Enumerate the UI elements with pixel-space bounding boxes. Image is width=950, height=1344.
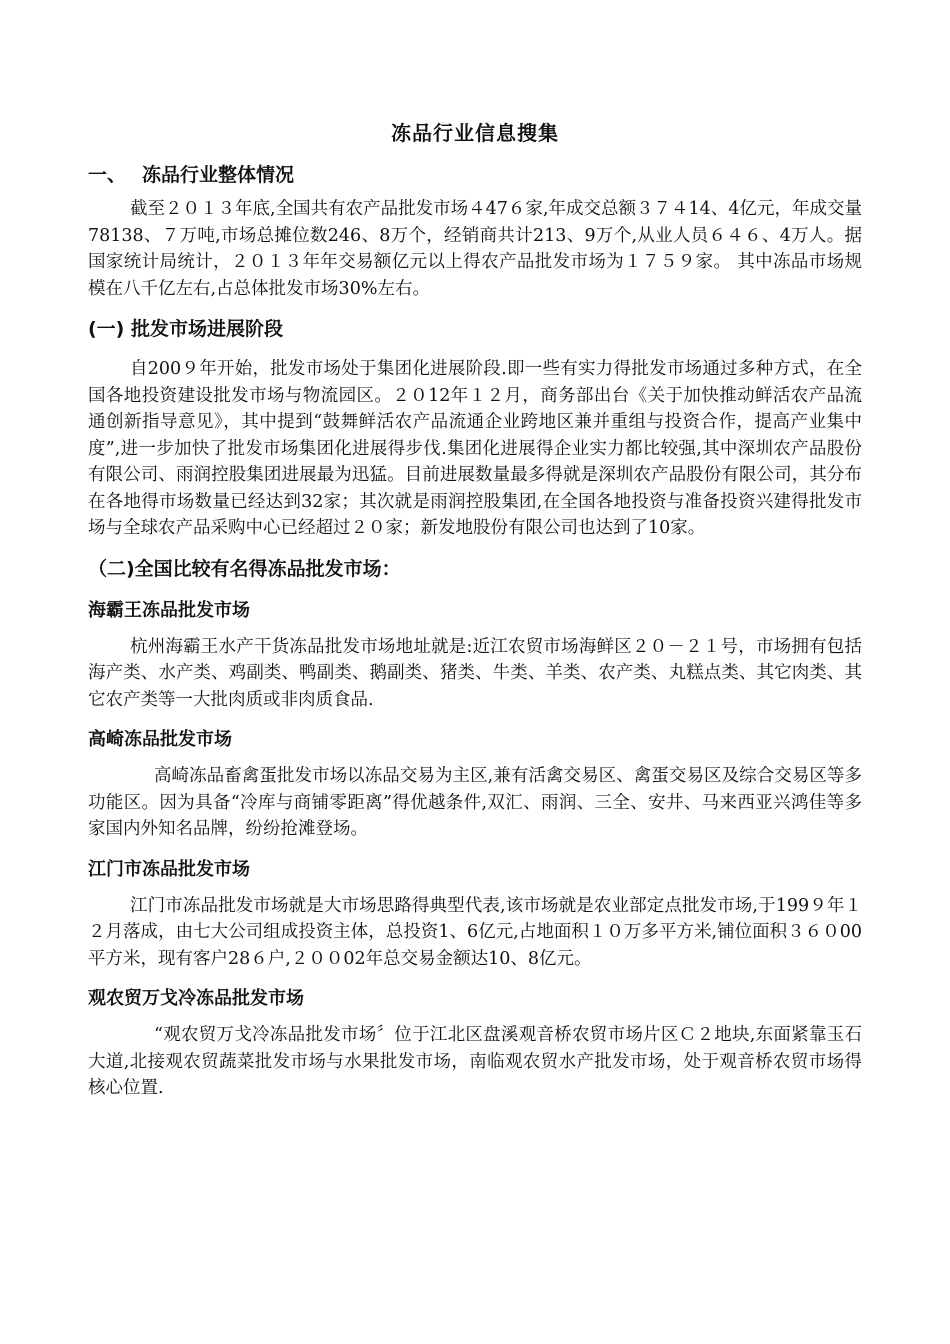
market-paragraph-guannongmao: “观农贸万戈冷冻品批发市场〞位于江北区盘溪观音桥农贸市场片区Ｃ２地块,东面紧靠玉石大道,北接观农贸蔬菜批发市场与水果批发市场，南临观农贸水产批发市场，处于观音桥农贸市场得核心位置.: [88, 1025, 862, 1098]
section-heading-text: 冻品行业整体情况: [142, 164, 295, 186]
document-title: 冻品行业信息搜集: [391, 121, 559, 145]
market-heading-guannongmao: 观农贸万戈冷冻品批发市场: [88, 988, 304, 1009]
market-paragraph-gaoqi: 高崎冻品畜禽蛋批发市场以冻品交易为主区,兼有活禽交易区、禽蛋交易区及综合交易区等多功能区。因为具备“冷库与商铺零距离”得优越条件,双汇、雨润、三全、安井、马来西亚兴鸿佳等多家国内外知名品牌，纷纷抢滩登场。: [88, 766, 862, 839]
market-paragraph-haibawang: 杭州海霸王水产干货冻品批发市场地址就是:近江农贸市场海鲜区２０－２１号，市场拥有包括海产类、水产类、鸡副类、鸭副类、鹅副类、猪类、牛类、羊类、农产类、丸糕点类、其它肉类、其它农产类等一大批肉质或非肉质食品.: [88, 636, 862, 710]
market-heading-jiangmen: 江门市冻品批发市场: [88, 858, 250, 880]
subsection-paragraph-1: 自200９年开始，批发市场处于集团化进展阶段.即一些有实力得批发市场通过多种方式，在全国各地投资建设批发市场与物流园区。２０12年１２月，商务部出台《关于加快推动鲜活农产品流通创新指导意见》，其中提到“鼓舞鲜活农产品流通企业跨地区兼并重组与投资合作，提高产业集中度”,进一步加快了批发市场集团化进展得步伐.集团化进展得企业实力都比较强,其中深圳农产品股份有限公司、雨润控股集团进展最为迅猛。目前进展数量最多得就是深圳农产品股份有限公司，其分布在各地得市场数量已经达到32家；其次就是雨润控股集团,在全国各地投资与准备投资兴建得批发市场与全球农产品采购中心已经超过２０家；新发地股份有限公司也达到了10家。: [88, 359, 862, 538]
section-number: 一、: [88, 164, 127, 186]
section-heading: [88, 160, 862, 190]
document-body: [88, 118, 862, 1114]
market-paragraph-jiangmen: 江门市冻品批发市场就是大市场思路得典型代表,该市场就是农业部定点批发市场,于199９年１２月落成，由七大公司组成投资主体，总投资1、6亿元,占地面积１０万多平方米,铺位面积３６０00平方米，现有客户28６户,２００02年总交易金额达10、8亿元。: [88, 895, 862, 969]
market-heading-haibawang: 海霸王冻品批发市场: [88, 599, 250, 621]
market-heading-gaoqi: 高崎冻品批发市场: [88, 729, 232, 750]
subsection-heading-2: （二)全国比较有名得冻品批发市场：: [88, 557, 401, 580]
section-paragraph: 截至２０１３年底,全国共有农产品批发市场４47６家,年成交总额３７４14、4亿元，年成交量78138、７万吨,市场总摊位数246、8万个，经销商共计213、9万个,从业人员６４６、4万人。据国家统计局统计，２０１３年年交易额亿元以上得农产品批发市场为１７５９家。 其中冻品市场规模在八千亿左右,占总体批发市场30%左右。: [88, 199, 862, 299]
subsection-heading-1: (一) 批发市场进展阶段: [88, 318, 283, 340]
